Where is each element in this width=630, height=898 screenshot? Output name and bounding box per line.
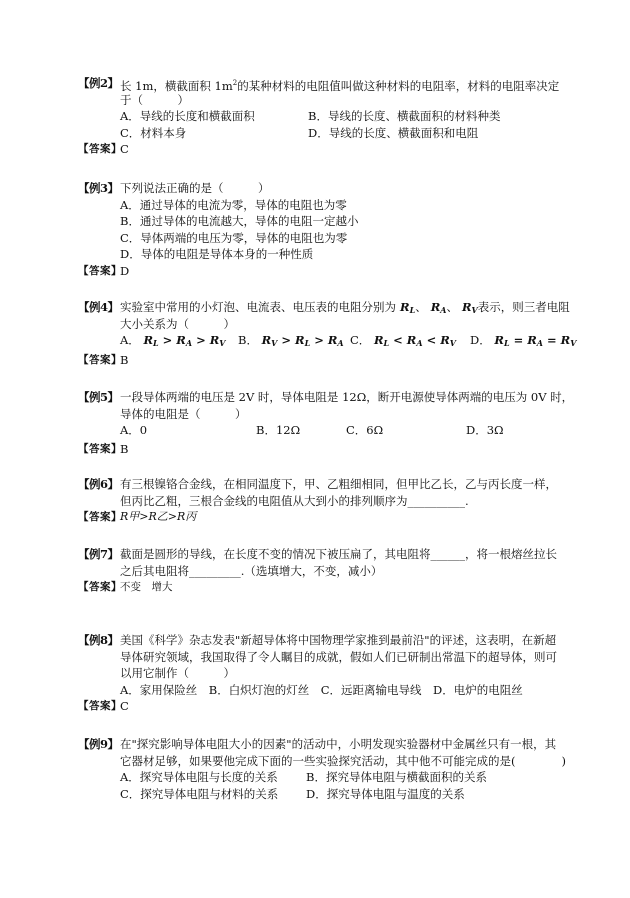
option-b: B．探究导体电阻与横截面积的关系: [306, 770, 487, 784]
problem-9: [78, 736, 598, 802]
question-text: 大小关系为（ ）: [120, 316, 235, 331]
problem-tag: 【例8】: [78, 633, 119, 647]
question-text: 一段导体两端的电压是 2V 时，导体电阻是 12Ω，断开电源使导体两端的电压为 0V 时，: [120, 390, 574, 404]
option-d: D．导体的电阻是导体本身的一种性质: [120, 247, 314, 261]
option-d: D．3Ω: [466, 423, 504, 437]
question-text: 美国《科学》杂志发表"新超导体将中国物理学家推到最前沿"的评述，这表明，在新超: [120, 633, 557, 647]
option-d: D．探究导体电阻与温度的关系: [306, 786, 465, 801]
problem-8: [78, 632, 598, 715]
answer-tag: 【答案】: [78, 264, 122, 277]
option-b: B． $R_V > R_L > R_A$: [238, 333, 344, 348]
question-text: 长 1m，横截面积 $1m^2$的某种材料的电阻值叫做这种材料的电阻率，材料的电阻率决定: [120, 79, 560, 93]
question-text: 有三根镍铬合金线，在相同温度下，甲、乙粗细相同，但甲比乙长，乙与丙长度一样，: [120, 477, 557, 491]
problem-tag: 【例9】: [78, 737, 119, 751]
question-text: 但丙比乙粗，三根合金线的电阻值从大到小的排列顺序为__________.: [120, 493, 469, 508]
problem-5: [78, 389, 598, 458]
options-line: A．家用保险丝 B．白炽灯泡的灯丝 C．远距离输电导线 D．电炉的电阻丝: [120, 682, 523, 697]
option-b: B．通过导体的电流越大，导体的电阻一定越小: [120, 214, 359, 228]
problem-3: [78, 180, 598, 279]
answer-value: R甲>R乙>R丙: [120, 510, 197, 523]
option-a: A． $R_L > R_A > R_V$: [120, 333, 226, 348]
question-text: 下列说法正确的是（ ）: [120, 181, 270, 195]
problem-tag: 【例3】: [78, 181, 119, 195]
option-a: A．探究导体电阻与长度的关系: [120, 770, 278, 784]
answer-tag: 【答案】: [78, 581, 122, 593]
question-text: 于（ ）: [120, 92, 189, 107]
problem-2: [78, 75, 598, 158]
option-a: A．通过导体的电流为零，导体的电阻也为零: [120, 197, 347, 212]
question-text: 导体研究领域，我国取得了令人瞩目的成就，假如人们已研制出常温下的超导体，则可: [120, 649, 557, 664]
option-a: A．0: [120, 423, 148, 437]
answer-tag: 【答案】: [78, 443, 122, 455]
option-c: C．材料本身: [120, 125, 187, 140]
question-text: 截面是圆形的导线，在长度不变的情况下被压扁了，其电阻将______，将一根熔丝拉长: [120, 547, 557, 561]
problem-tag: 【例6】: [78, 477, 119, 491]
problem-tag: 【例4】: [78, 300, 119, 314]
option-d: D． $R_L = R_A = R_V$: [470, 333, 577, 348]
answer-value: C: [120, 142, 129, 156]
question-text: 之后其电阻将_________.（选填增大，不变，减小）: [120, 563, 383, 578]
answer-value: B: [120, 353, 129, 367]
option-c: C．导体两端的电压为零，导体的电阻也为零: [120, 230, 348, 245]
question-text: 导体的电阻是（ ）: [120, 406, 247, 421]
option-c: C． $R_L < R_A < R_V$: [350, 333, 456, 348]
problem-tag: 【例2】: [78, 76, 119, 90]
problem-tag: 【例5】: [78, 390, 119, 404]
answer-value: D: [120, 263, 130, 278]
option-c: C．探究导体电阻与材料的关系: [120, 786, 279, 801]
answer-tag: 【答案】: [78, 511, 122, 523]
option-a: A．导线的长度和横截面积: [120, 109, 255, 123]
problem-tag: 【例7】: [78, 547, 119, 561]
question-text: 在"探究影响导体电阻大小的因素"的活动中，小明发现实验器材中金属丝只有一根，其: [120, 737, 557, 751]
problem-7: [78, 546, 598, 596]
problem-4: [78, 299, 598, 369]
option-c: C．6Ω: [346, 423, 384, 437]
answer-value: C: [120, 699, 129, 713]
question-text: 实验室中常用的小灯泡、电流表、电压表的电阻分别为 $R_L$、 $R_A$、 $R_V$表示，则三者电阻: [120, 300, 570, 315]
answer-tag: 【答案】: [78, 700, 122, 712]
answer-tag: 【答案】: [78, 143, 122, 155]
option-b: B．导线的长度、横截面积的材料种类: [308, 109, 501, 123]
question-text: 它器材足够，如果要他完成下面的一些实验探究活动，其中他不可能完成的是( ): [120, 753, 566, 768]
problem-6: [78, 476, 598, 526]
answer-value: 不变 增大: [120, 581, 173, 593]
option-d: D．导线的长度、横截面积和电阻: [308, 125, 479, 140]
question-text: 以用它制作（ ）: [120, 666, 235, 680]
answer-tag: 【答案】: [78, 354, 122, 366]
answer-value: B: [120, 442, 129, 456]
option-b: B．12Ω: [256, 423, 301, 437]
